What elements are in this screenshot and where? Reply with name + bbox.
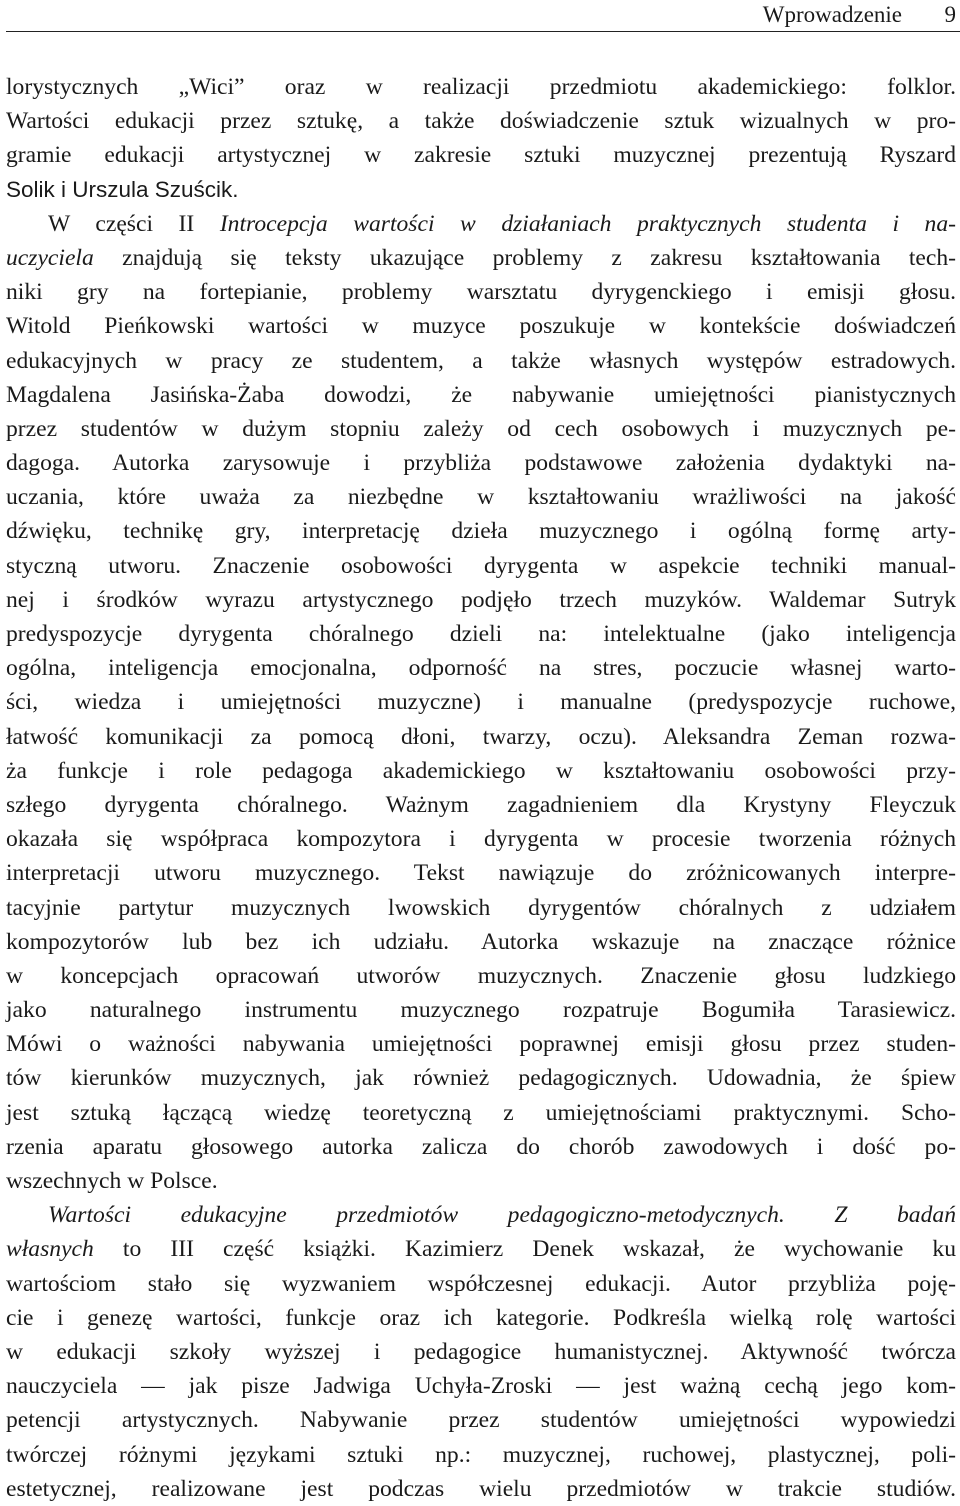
- text-line: [6, 1027, 956, 1061]
- text-segment: styczną utworu. Znaczenie osobowości dyrygenta w aspekcie techniki manual-: [6, 552, 956, 579]
- text-segment: interpretacji utworu muzycznego. Tekst nawiązuje do zróżnicowanych interpre-: [6, 860, 956, 887]
- text-segment: ogólna, inteligencja emocjonalna, odporność na stres, poczucie własnej warto-: [6, 655, 956, 682]
- text-segment: przez studentów w dużym stopniu zależy od cech osobowych i muzycznych pe-: [6, 415, 956, 442]
- text-line: [6, 1096, 956, 1130]
- text-segment: predyspozycje dyrygenta chóralnego dzieli na: intelektualne (jako inteligencja: [6, 621, 956, 647]
- text-segment: twórczej różnymi językami sztuki np.: muzycznej, ruchowej, plastycznej, poli-: [6, 1441, 956, 1468]
- text-segment: Magdalena Jasińska-Żaba dowodzi, że nabywanie umiejętności pianistycznych: [6, 381, 956, 408]
- text-segment: W części II: [48, 210, 220, 237]
- text-line: [6, 1472, 956, 1506]
- text-line: [6, 788, 956, 822]
- text-line: [6, 344, 956, 378]
- text-segment: Witold Pieńkowski wartości w muzyce poszukuje w kontekście doświadczeń: [6, 313, 956, 340]
- text-line: [6, 720, 956, 754]
- text-line: [6, 891, 956, 925]
- text-line: [6, 617, 956, 651]
- text-line: [6, 446, 956, 480]
- text-segment: Wartości edukacji przez sztukę, a także doświadczenie sztuk wizualnych w pro-: [6, 108, 956, 135]
- text-line: [6, 275, 956, 309]
- text-segment: okazała się współpraca kompozytora i dyrygenta w procesie tworzenia różnych: [6, 826, 956, 853]
- text-segment: Solik i Urszula Szuścik.: [6, 176, 239, 202]
- text-line: [6, 583, 956, 617]
- text-segment: łatwość komunikacji za pomocą dłoni, twarzy, oczu). Aleksandra Zeman rozwa-: [6, 723, 956, 750]
- text-segment: wartościom stało się wyzwaniem współczesnej edukacji. Autor przybliża poję-: [6, 1270, 956, 1297]
- text-line: [6, 754, 956, 788]
- text-segment: edukacyjnych w pracy ze studentem, a także własnych występów estradowych.: [6, 347, 956, 374]
- text-line: [6, 1267, 956, 1301]
- text-segment: nauczyciela — jak pisze Jadwiga Uchyła-Zroski — jest ważną cechą jego kom-: [6, 1373, 956, 1400]
- text-line: [6, 993, 956, 1027]
- text-line: [6, 309, 956, 343]
- text-segment: w edukacji szkoły wyższej i pedagogice humanistycznej. Aktywność twórcza: [6, 1338, 956, 1365]
- text-segment: znajdują się teksty ukazujące problemy z zakresu kształtowania tech-: [93, 244, 956, 271]
- text-segment: gramie edukacji artystycznej w zakresie sztuki muzycznej prezentują Ryszard: [6, 142, 956, 169]
- text-line: [6, 241, 956, 275]
- italic-text: Wartości edukacyjne przedmiotów pedagogiczno-metodycznych. Z badań: [48, 1202, 956, 1229]
- section-title: Wprowadzenie: [762, 2, 902, 27]
- text-segment: szłego dyrygenta chóralnego. Ważnym zagadnieniem dla Krystyny Fleyczuk: [6, 791, 956, 818]
- text-segment: petencji artystycznych. Nabywanie przez studentów umiejętności wypowiedzi: [6, 1407, 956, 1434]
- text-line: [6, 822, 956, 856]
- text-line: [6, 1438, 956, 1472]
- text-line: [6, 651, 956, 685]
- text-segment: lorystycznych „Wici” oraz w realizacji przedmiotu akademickiego: folklor.: [6, 74, 956, 100]
- text-line: [6, 1335, 956, 1369]
- text-line: [6, 173, 956, 207]
- text-line: [6, 514, 956, 548]
- text-segment: jako naturalnego instrumentu muzycznego rozpatruje Bogumiła Tarasiewicz.: [6, 997, 956, 1024]
- text-segment: dagoga. Autorka zarysowuje i przybliża podstawowe założenia dydaktyki na-: [6, 450, 956, 477]
- text-line: [6, 1061, 956, 1095]
- running-header: [0, 0, 960, 32]
- text-line: [6, 412, 956, 446]
- text-segment: Mówi o ważności nabywania umiejętności poprawnej emisji głosu przez studen-: [6, 1031, 956, 1058]
- text-segment: kompozytorów lub bez ich udziału. Autorka wskazuje na znaczące różnice: [6, 928, 956, 955]
- italic-text: Introcepcja wartości w działaniach praktycznych studenta i na-: [219, 210, 956, 237]
- text-segment: wszechnych w Polsce.: [6, 1168, 218, 1194]
- text-line: [6, 856, 956, 890]
- text-line: [6, 1198, 956, 1232]
- text-line: [6, 925, 956, 959]
- text-line: [6, 1301, 956, 1335]
- text-line: [6, 685, 956, 719]
- header-rule: [6, 31, 960, 32]
- text-line: [6, 104, 956, 138]
- text-line: [6, 480, 956, 514]
- text-segment: uczania, które uważa za niezbędne w kształtowaniu wrażliwości na jakość: [6, 484, 956, 511]
- text-segment: tacyjnie partytur muzycznych lwowskich dyrygentów chóralnych z udziałem: [6, 894, 956, 921]
- text-segment: jest sztuką łączącą wiedzę teoretyczną z umiejętnościami praktycznymi. Scho-: [6, 1099, 956, 1126]
- body-text: [6, 70, 956, 1506]
- text-line: [6, 1164, 956, 1198]
- text-segment: ża funkcje i role pedagoga akademickiego w kształtowaniu osobowości przy-: [6, 757, 956, 784]
- text-line: [6, 549, 956, 583]
- text-segment: estetycznej, realizowane jest podczas wielu przedmiotów w trakcie studiów.: [6, 1475, 956, 1502]
- text-line: [6, 70, 956, 104]
- text-line: [6, 207, 956, 241]
- text-segment: niki gry na fortepianie, problemy warsztatu dyrygenckiego i emisji głosu.: [6, 279, 956, 306]
- text-segment: cie i genezę wartości, funkcje oraz ich kategorie. Podkreśla wielką rolę wartości: [6, 1304, 956, 1331]
- text-line: [6, 1369, 956, 1403]
- text-line: [6, 378, 956, 412]
- italic-text: uczyciela: [6, 244, 94, 271]
- text-segment: ści, wiedza i umiejętności muzyczne) i manualne (predyspozycje ruchowe,: [6, 689, 956, 716]
- text-line: [6, 1130, 956, 1164]
- text-line: [6, 1403, 956, 1437]
- italic-text: własnych: [6, 1236, 94, 1263]
- text-segment: rzenia aparatu głosowego autorka zalicza do chorób zawodowych i dość po-: [6, 1133, 956, 1160]
- text-segment: to III część książki. Kazimierz Denek wskazał, że wychowanie ku: [93, 1236, 956, 1263]
- text-line: [6, 138, 956, 172]
- text-segment: nej i środków wyrazu artystycznego podjęło trzech muzyków. Waldemar Sutryk: [6, 586, 956, 613]
- text-line: [6, 959, 956, 993]
- page-number: 9: [944, 2, 956, 27]
- text-segment: tów kierunków muzycznych, jak również pedagogicznych. Udowadnia, że śpiew: [6, 1065, 956, 1092]
- text-segment: dźwięku, technikę gry, interpretację dzieła muzycznego i ogólną formę arty-: [6, 518, 956, 545]
- text-segment: w koncepcjach opracowań utworów muzycznych. Znaczenie głosu ludzkiego: [6, 962, 956, 989]
- text-line: [6, 1232, 956, 1266]
